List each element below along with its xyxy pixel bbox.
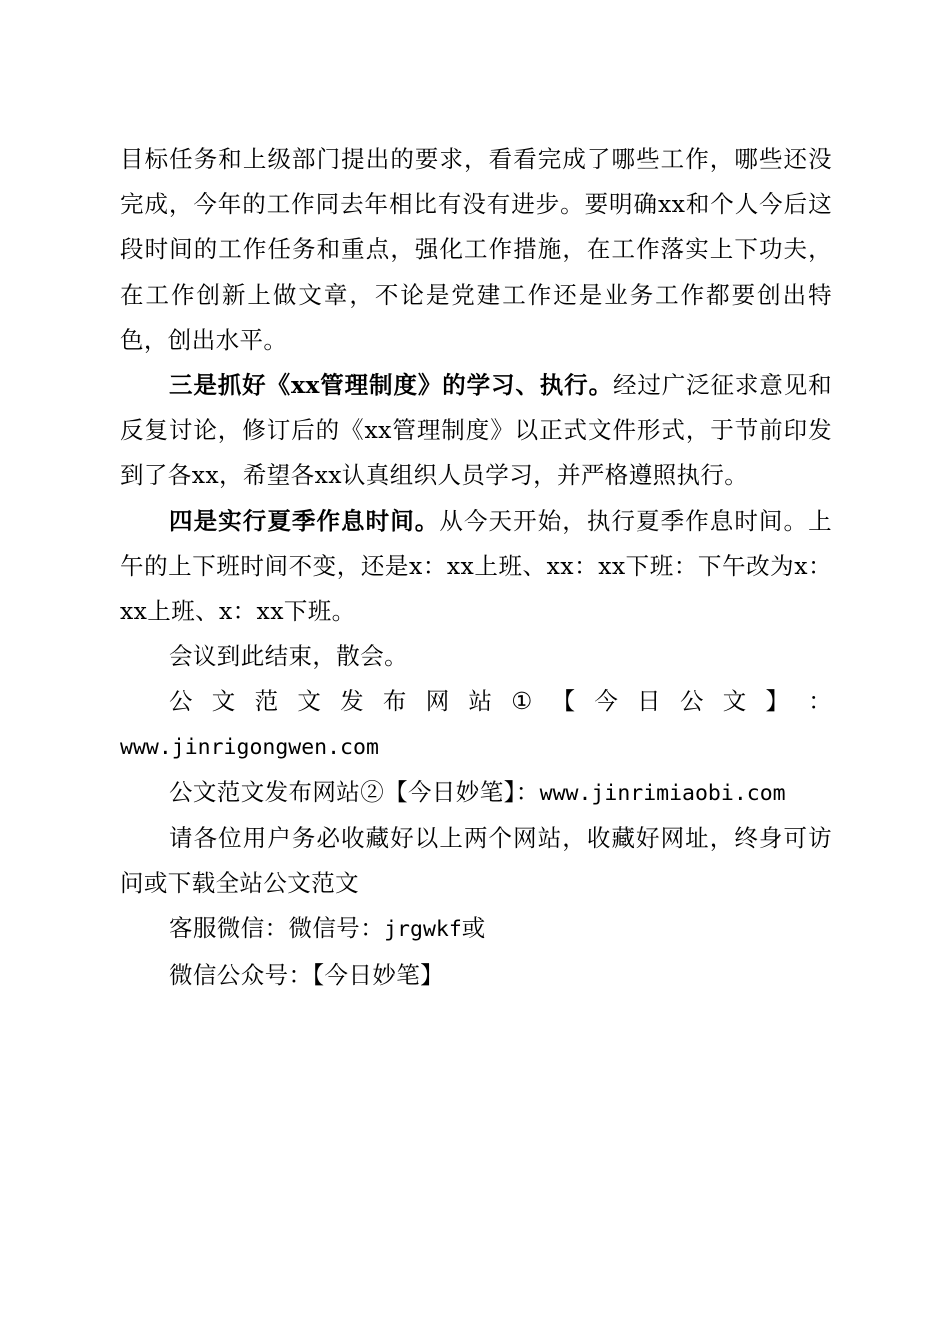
paragraph-lead: 四是实行夏季作息时间。 [169, 506, 440, 535]
site1-char: 文 [297, 687, 321, 716]
paragraph-summer-schedule [120, 499, 832, 635]
site1-char: ： [808, 687, 832, 716]
site1-char: 布 [382, 687, 407, 716]
paragraph-lead: 三是抓好《xx管理制度》的学习、执行。 [169, 371, 613, 400]
paragraph-text: 经过广泛征求意见和反复讨论，修订后的《xx管理制度》以正式文件形式，于节前印发到了各xx，希望各xx认真组织人员学习，并严格遵照执行。 [120, 371, 832, 490]
document-body [120, 137, 832, 998]
site1-char: 站 [468, 687, 492, 716]
site2-line [120, 770, 832, 816]
paragraph-management-rules [120, 363, 832, 499]
bookmark-notice: 请各位用户务必收藏好以上两个网站，收藏好网址，终身可访问或下载全站公文范文 [120, 824, 832, 898]
site1-label [120, 679, 832, 724]
official-account-line: 微信公众号：【今日妙笔】 [169, 960, 445, 989]
site1-char: 文 [722, 687, 747, 716]
site1-char: 网 [425, 687, 450, 716]
site1-char: 公 [169, 687, 193, 716]
wechat-label: 客服微信：微信号： [169, 914, 385, 943]
paragraph-work-goals: 目标任务和上级部门提出的要求，看看完成了哪些工作，哪些还没完成，今年的工作同去年相比有没有进步。要明确xx和个人今后这段时间的工作任务和重点，强化工作措施，在工作落实上下功夫，在工作创新上做文章，不论是党建工作还是业务工作都要创出特色，创出水平。 [120, 145, 832, 354]
site1-char: 发 [340, 687, 364, 716]
wechat-line [120, 906, 832, 952]
site1-char: 【 [551, 687, 576, 716]
site1-url: www.jinrigongwen.com [120, 734, 379, 760]
site1-char: ① [511, 687, 533, 716]
site1-char: 日 [637, 687, 661, 716]
site1-char: 范 [254, 687, 279, 716]
site1-char: 】 [765, 687, 790, 716]
paragraph-meeting-end: 会议到此结束，散会。 [169, 642, 408, 671]
site1-char: 文 [211, 687, 236, 716]
wechat-suffix: 或 [461, 914, 486, 943]
site2-label: 公文范文发布网站②【今日妙笔】： [169, 777, 540, 806]
paragraph-text: 从今天开始，执行夏季作息时间。上午的上下班时间不变，还是x：xx上班、xx：xx下班：下午改为x：xx上班、x：xx下班。 [120, 506, 832, 626]
wechat-id: jrgwkf [384, 917, 462, 943]
site2-url: www.jinrimiaobi.com [539, 780, 786, 806]
site1-char: 公 [679, 687, 704, 716]
site1-char: 今 [594, 687, 618, 716]
